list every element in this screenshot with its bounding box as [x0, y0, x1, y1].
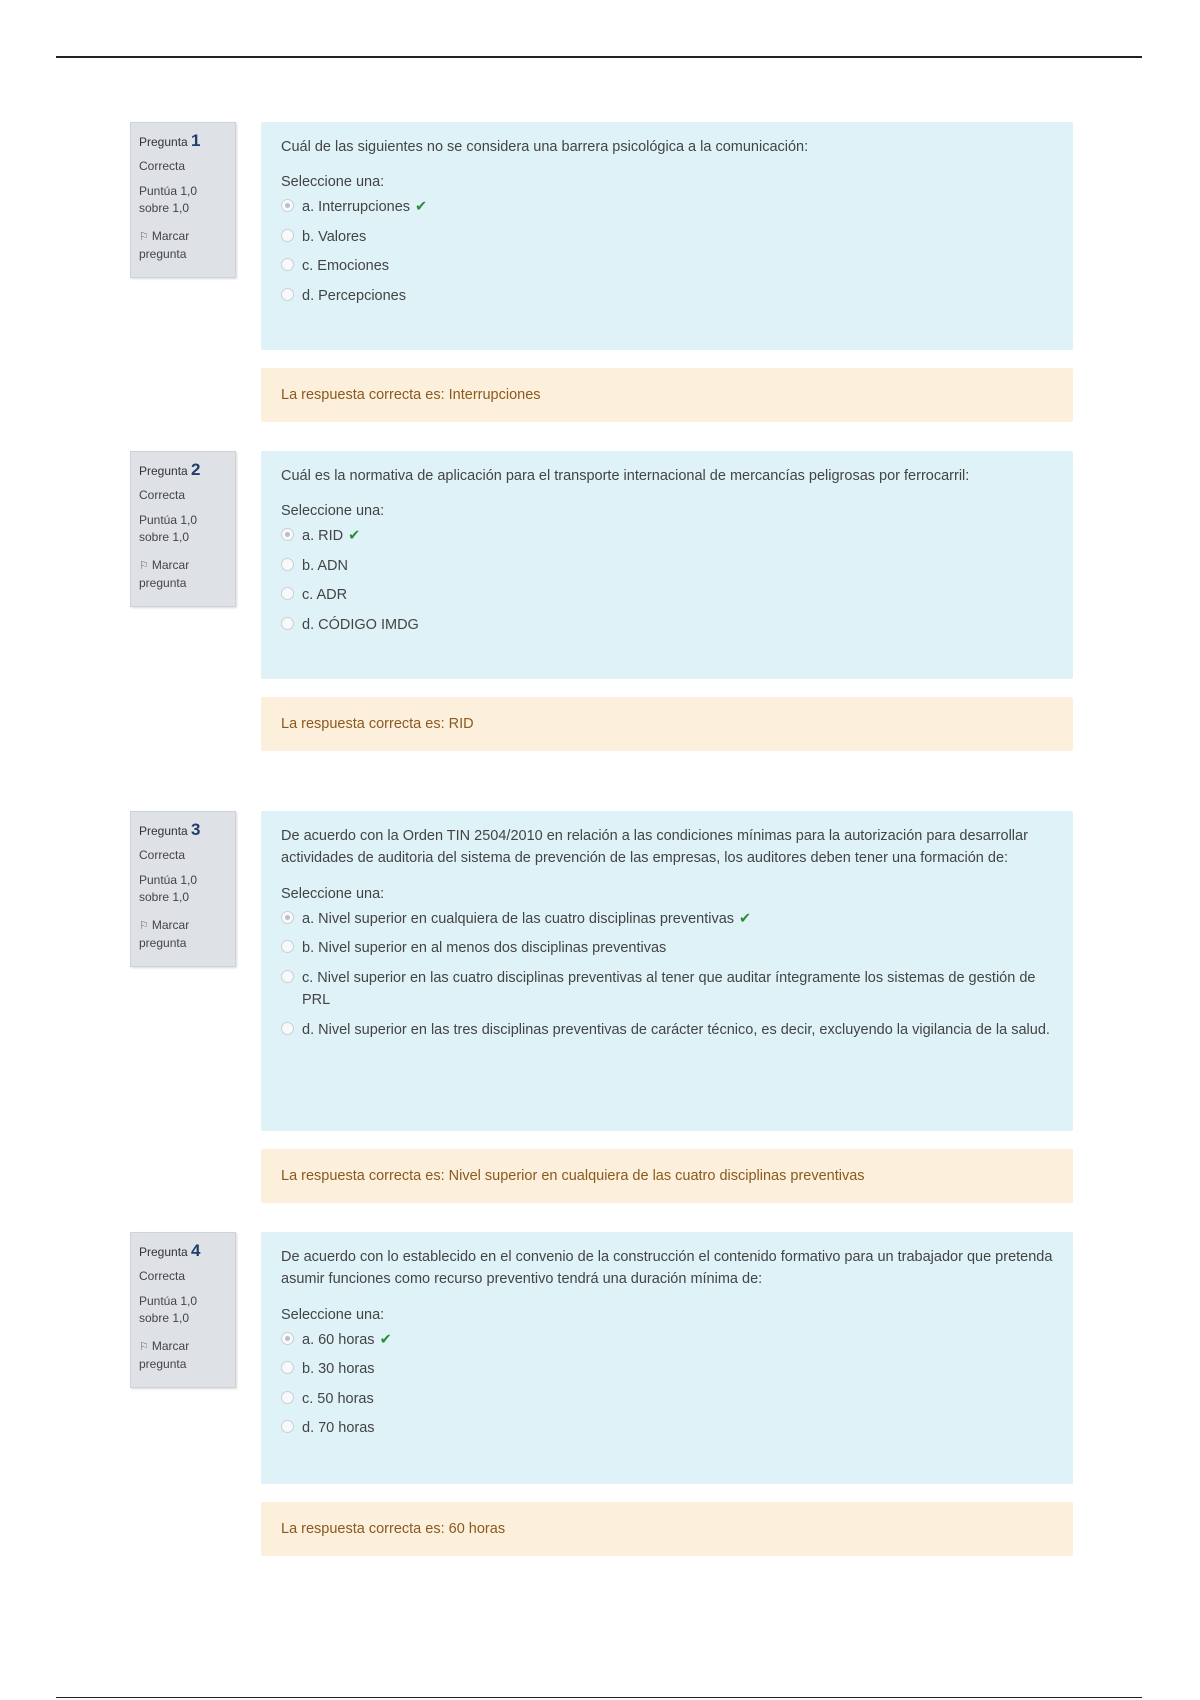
radio-button[interactable] — [281, 1391, 294, 1404]
question-number: Pregunta 1 — [139, 131, 201, 150]
question-state: Correcta — [139, 1269, 186, 1283]
radio-button[interactable] — [281, 199, 294, 212]
answer-option[interactable]: c. 50 horas — [281, 1388, 1053, 1410]
question-text: Cuál de las siguientes no se considera una barrera psicológica a la comunicación: — [281, 139, 809, 155]
check-icon: ✔ — [348, 528, 361, 545]
answer-prompt: Seleccione una: — [281, 503, 385, 520]
question-info — [130, 122, 236, 278]
check-icon: ✔ — [415, 199, 428, 216]
radio-button[interactable] — [281, 940, 294, 953]
flag-icon: ⚐ — [139, 1340, 149, 1353]
radio-button[interactable] — [281, 617, 294, 630]
correct-answer-feedback: La respuesta correcta es: RID — [261, 697, 1073, 751]
radio-button[interactable] — [281, 911, 294, 924]
answer-option[interactable]: c. ADR — [281, 584, 1053, 606]
answer-option[interactable]: b. Valores — [281, 226, 1053, 248]
bottom-rule — [56, 1697, 1142, 1698]
radio-button[interactable] — [281, 229, 294, 242]
answer-prompt: Seleccione una: — [281, 174, 385, 191]
question-state: Correcta — [139, 848, 186, 862]
answer-option[interactable]: a. Interrupciones ✔ — [281, 196, 1053, 218]
question-info — [130, 1232, 236, 1388]
answer-option[interactable]: b. Nivel superior en al menos dos disciplinas preventivas — [281, 937, 1053, 959]
radio-button[interactable] — [281, 1022, 294, 1035]
answer-option[interactable]: c. Nivel superior en las cuatro disciplinas preventivas al tener que auditar íntegramente los sistemas de gestión de PRL — [281, 967, 1053, 1012]
check-icon: ✔ — [739, 910, 752, 927]
radio-button[interactable] — [281, 528, 294, 541]
question-content — [261, 451, 1073, 679]
question-grade: Puntúa 1,0 sobre 1,0 — [139, 873, 198, 905]
radio-button[interactable] — [281, 258, 294, 271]
flag-question-link[interactable]: ⚐ Marcar pregunta — [139, 1338, 190, 1371]
flag-question-link[interactable]: ⚐ Marcar pregunta — [139, 557, 190, 590]
question-info — [130, 811, 236, 967]
answer-option[interactable]: d. Nivel superior en las tres disciplinas preventivas de carácter técnico, es decir, excluyendo la vigilancia de la salud. — [281, 1019, 1053, 1041]
top-rule — [56, 56, 1142, 58]
answer-prompt: Seleccione una: — [281, 1306, 385, 1323]
answer-option[interactable]: d. Percepciones — [281, 285, 1053, 307]
question-content — [261, 122, 1073, 350]
radio-button[interactable] — [281, 1361, 294, 1374]
correct-answer-feedback: La respuesta correcta es: Interrupciones — [261, 368, 1073, 422]
question-grade: Puntúa 1,0 sobre 1,0 — [139, 513, 198, 545]
question-number: Pregunta 2 — [139, 460, 201, 479]
radio-button[interactable] — [281, 587, 294, 600]
flag-question-link[interactable]: ⚐ Marcar pregunta — [139, 917, 190, 950]
question-number: Pregunta 4 — [139, 1241, 201, 1260]
radio-button[interactable] — [281, 1420, 294, 1433]
question-content — [261, 1232, 1073, 1484]
question-info — [130, 451, 236, 607]
question-state: Correcta — [139, 159, 186, 173]
answer-option[interactable]: d. 70 horas — [281, 1417, 1053, 1439]
radio-button[interactable] — [281, 970, 294, 983]
question-state: Correcta — [139, 488, 186, 502]
radio-button[interactable] — [281, 558, 294, 571]
flag-icon: ⚐ — [139, 559, 149, 572]
question-text: De acuerdo con lo establecido en el convenio de la construcción el contenido formativo para un trabajador que pretenda asumir funciones como recurso preventivo tendrá una duración mínima de: — [281, 1249, 1053, 1288]
correct-answer-feedback: La respuesta correcta es: 60 horas — [261, 1502, 1073, 1556]
correct-answer-feedback: La respuesta correcta es: Nivel superior en cualquiera de las cuatro disciplinas preventivas — [261, 1149, 1073, 1203]
question-content — [261, 811, 1073, 1131]
answer-option[interactable]: a. Nivel superior en cualquiera de las cuatro disciplinas preventivas ✔ — [281, 908, 1053, 930]
question-grade: Puntúa 1,0 sobre 1,0 — [139, 184, 198, 216]
question-number: Pregunta 3 — [139, 820, 201, 839]
flag-question-link[interactable]: ⚐ Marcar pregunta — [139, 228, 190, 261]
flag-icon: ⚐ — [139, 919, 149, 932]
answer-option[interactable]: c. Emociones — [281, 255, 1053, 277]
answer-prompt: Seleccione una: — [281, 885, 385, 902]
answer-option[interactable]: d. CÓDIGO IMDG — [281, 614, 1053, 636]
question-grade: Puntúa 1,0 sobre 1,0 — [139, 1294, 198, 1326]
answer-option[interactable]: a. 60 horas ✔ — [281, 1329, 1053, 1351]
radio-button[interactable] — [281, 1332, 294, 1345]
question-text: De acuerdo con la Orden TIN 2504/2010 en relación a las condiciones mínimas para la autorización para desarrollar actividades de auditoria del sistema de prevención de las empresas, los auditores deben tener una formación de: — [281, 828, 1028, 867]
answer-option[interactable]: b. 30 horas — [281, 1358, 1053, 1380]
question-text: Cuál es la normativa de aplicación para el transporte internacional de mercancías peligrosas por ferrocarril: — [281, 468, 970, 484]
radio-button[interactable] — [281, 288, 294, 301]
answer-option[interactable]: a. RID ✔ — [281, 525, 1053, 547]
flag-icon: ⚐ — [139, 230, 149, 243]
answer-option[interactable]: b. ADN — [281, 555, 1053, 577]
check-icon: ✔ — [379, 1331, 392, 1348]
